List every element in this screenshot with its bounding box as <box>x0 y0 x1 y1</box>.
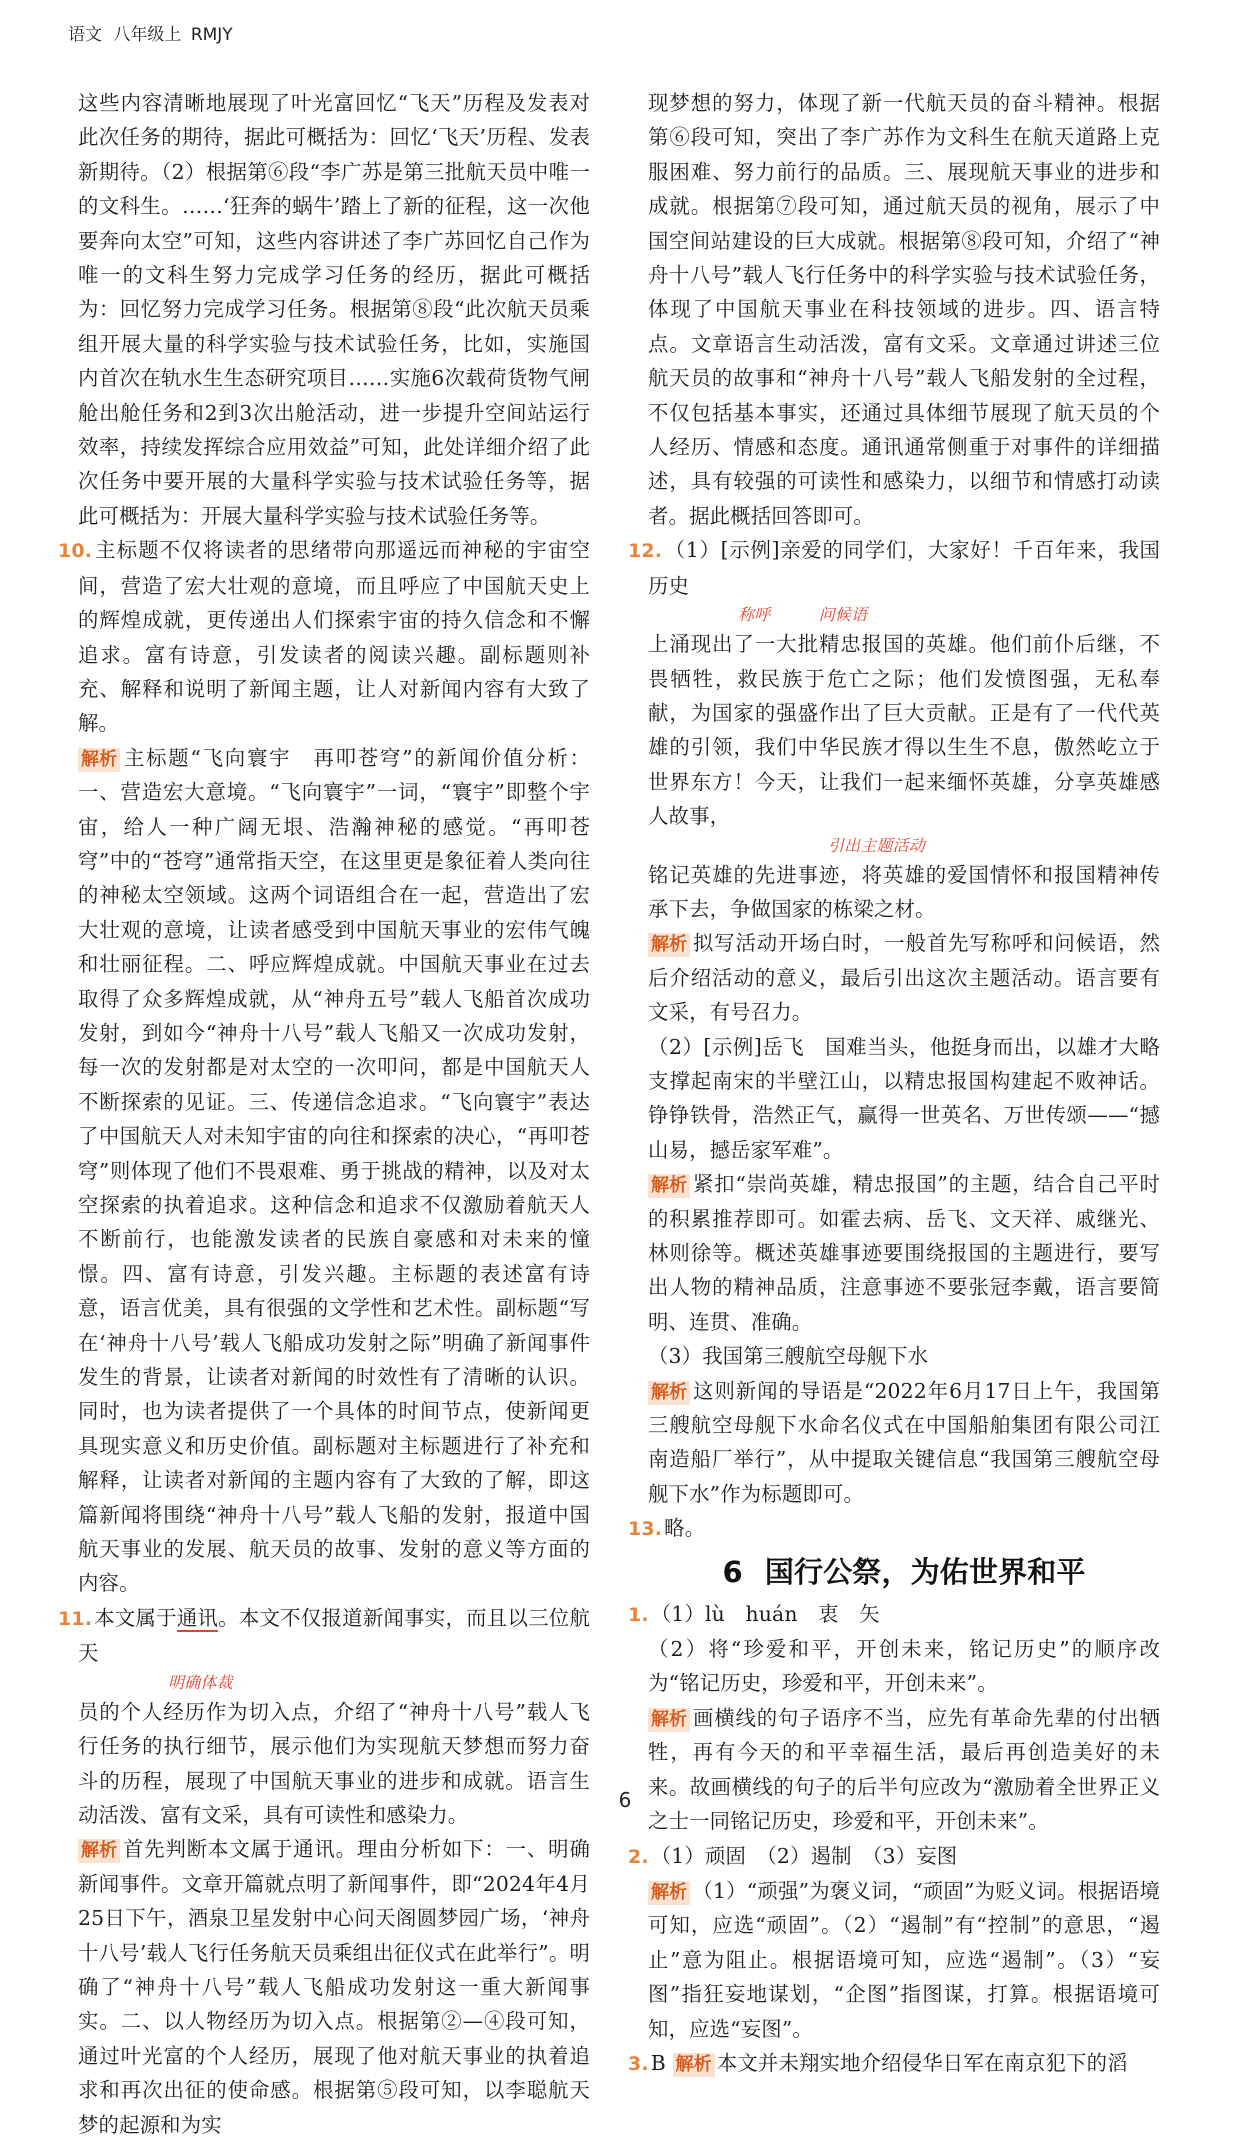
underlined-answer: 通讯 <box>176 1605 219 1630</box>
header-edition: RMJY <box>190 25 233 45</box>
question-number: 13. <box>628 1518 663 1541</box>
left-analysis: 解析 主标题“飞向寰宇 再叩苍穹”的新闻价值分析：一、营造宏大意境。“飞向寰宇”一词，“寰宇”即整个宇宙，给人一种广阔无垠、浩瀚神秘的感觉。“再叩苍穹”中的“苍穹”通常指天空，在这里更是象征着人类向往的神秘太空领域。这两个词语组合在一起，营造出了宏大壮观的意境，让读者感受到中国航天事业的宏伟气魄和壮丽征程。二、呼应辉煌成就。中国航天事业在过去取得了众多辉煌成就，从“神舟五号”载人飞船首次成功发射，到如今“神舟十八号”载人飞船又一次成功发射，每一次的发射都是对太空的一次叩问，都是中国航天人不断探索的见证。三、传递信念追求。“飞向寰宇”表达了中国航天人对未知宇宙的向往和探索的决心，“再叩苍穹”则体现了他们不畏艰难、勇于挑战的精神，以及对太空探索的执着追求。这种信念和追求不仅激励着航天人不断前行，也能激发读者的民族自豪感和对未来的憧憬。四、富有诗意，引发兴趣。主标题的表述富有诗意，语言优美，具有很强的文学性和艺术性。副标题“写在‘神舟十八号’载人飞船成功发射之际”明确了新闻事件发生的背景，让读者对新闻的时效性有了清晰的认识。同时，也为读者提供了一个具体的时间节点，使新闻更具现实意义和历史价值。副标题对主标题进行了补充和解释，让读者对新闻的主题内容有了大致的了解，即这篇新闻将围绕“神舟十八号”载人飞船的发射，报道中国航天事业的发展、航天员的故事、发射的意义等方面的内容。 <box>78 745 590 1596</box>
analysis-tag: 解析 <box>78 748 120 772</box>
analysis-tag: 解析 <box>78 1839 120 1863</box>
header-subject: 语文 <box>68 25 102 45</box>
right-paragraph: 上涌现出了一大批精忠报国的英雄。他们前仆后继，不畏牺牲，救民族于危亡之际；他们发愤图强，无私奉献，为国家的强盛作出了巨大贡献。正是有了一代代英雄的引领，我们中华民族才得以生生不息，傲然屹立于世界东方！今天，让我们一起来缅怀英雄，分享英雄感人故事， <box>648 632 1160 829</box>
section-title: 6 国行公祭，为佑世界和平 <box>722 1554 1086 1589</box>
section-number: 6 <box>722 1554 743 1589</box>
question-number: 1. <box>628 1603 649 1626</box>
page-header <box>68 20 233 45</box>
right-analysis: 解析 拟写活动开场白时，一般首先写称呼和问候语，然后介绍活动的意义，最后引出这次主题活动。语言要有文采，有号召力。 <box>648 931 1160 1025</box>
left-answer-item: 10.主标题不仅将读者的思绪带向那遥远而神秘的宇宙空间，营造了宏大壮观的意境，而且呼应了中国航天史上的辉煌成就，更传递出人们探索宇宙的持久信念和不懈追求。富有诗意，引发读者的阅读兴趣。副标题则补充、解释和说明了新闻主题，让人对新闻内容有大致了解。 <box>58 538 590 736</box>
question-number: 2. <box>628 1845 649 1868</box>
right-paragraph: （3）我国第三艘航空母舰下水 <box>648 1344 929 1369</box>
left-column <box>58 86 590 2142</box>
right-paragraph: 铭记英雄的先进事迹，将英雄的爱国情怀和报国精神传承下去，争做国家的栋梁之材。 <box>648 862 1160 921</box>
right-answer-item: 3.B 解析 本文并未翔实地介绍侵华日军在南京犯下的滔 <box>628 2050 1128 2075</box>
right-analysis: 解析 画横线的句子语序不当，应先有革命先辈的付出牺牲，再有今天的和平幸福生活，最后再创造美好的未来。故画横线的句子的后半句应改为“激励着全世界正义之士一同铭记历史，珍爱和平，开创未来”。 <box>648 1705 1160 1834</box>
right-analysis: 解析 （1）“顽强”为褒义词，“顽固”为贬义词。根据语境可知，应选“顽固”。（2）“遏制”有“控制”的意思，“遏止”意为阻止。根据语境可知，应选“遏制”。（3）“妄图”指狂妄地谋划，“企图”指图谋，打算。根据语境可知，应选“妄图”。 <box>648 1878 1160 2041</box>
analysis-tag: 解析 <box>648 1708 690 1732</box>
question-number: 3. <box>628 2052 649 2075</box>
handwritten-annotation: 引出主题活动 <box>828 835 925 855</box>
analysis-tag: 解析 <box>648 933 690 957</box>
handwritten-annotation: 称呼 问候语 <box>738 605 868 625</box>
right-column <box>628 86 1160 2081</box>
page-number: 6 <box>618 1788 632 1812</box>
analysis-tag: 解析 <box>648 1881 690 1905</box>
question-number: 10. <box>58 540 93 563</box>
question-number: 12. <box>628 540 663 563</box>
right-paragraph: （2）将“珍爱和平，开创未来，铭记历史”的顺序改为“铭记历史，珍爱和平，开创未来”。 <box>648 1637 1160 1696</box>
right-answer-item: 12.（1）[示例]亲爱的同学们，大家好！千百年来，我国历史 <box>628 538 1160 598</box>
header-grade: 八年级上 <box>113 25 182 45</box>
right-answer-item: 2.（1）顽固 （2）遏制 （3）妄图 <box>628 1843 958 1868</box>
right-analysis: 解析 紧扣“崇尚英雄，精忠报国”的主题，结合自己平时的积累推荐即可。如霍去病、岳飞、文天祥、戚继光、林则徐等。概述英雄事迹要围绕报国的主题进行，要写出人物的精神品质，注意事迹不要张冠李戴，语言要简明、连贯、准确。 <box>648 1172 1160 1334</box>
right-paragraph: （2）[示例]岳飞 国难当头，他挺身而出，以雄才大略支撑起南宋的半壁江山，以精忠报国构建起不败神话。铮铮铁骨，浩然正气，赢得一世英名、万世传颂——“撼山易，撼岳家军难”。 <box>648 1034 1160 1162</box>
right-answer-item: 1.（1）lù huán 衷 矢 <box>628 1601 880 1626</box>
analysis-tag: 解析 <box>648 1174 690 1198</box>
handwritten-annotation: 明确体裁 <box>168 1672 233 1692</box>
analysis-tag: 解析 <box>648 1381 690 1405</box>
left-analysis: 解析 首先判断本文属于通讯。理由分析如下：一、明确新闻事件。文章开篇就点明了新闻事件，即“2024年4月25日下午，酒泉卫星发射中心问天阁圆梦园广场，‘神舟十八号’载人飞行任务航天员乘组出征仪式在此举行”。明确了“神舟十八号”载人飞船成功发射这一重大新闻事实。二、以人物经历为切入点。根据第②—④段可知，通过叶光富的个人经历，展现了他对航天事业的执着追求和再次出征的使命感。根据第⑤段可知，以李聪航天梦的起源和为实 <box>78 1837 590 2137</box>
left-paragraph: 这些内容清晰地展现了叶光富回忆“飞天”历程及发表对此次任务的期待，据此可概括为：回忆‘飞天’历程、发表新期待。（2）根据第⑥段“李广苏是第三批航天员中唯一的文科生。……‘狂奔的蜗牛’踏上了新的征程，这一次他要奔向太空”可知，这些内容讲述了李广苏回忆自己作为唯一的文科生努力完成学习任务的经历，据此可概括为：回忆努力完成学习任务。根据第⑧段“此次航天员乘组开展大量的科学实验与技术试验任务，比如，实施国内首次在轨水生生态研究项目……实施6次载荷货物气闸舱出舱任务和2到3次出舱活动，进一步提升空间站运行效率，持续发挥综合应用效益”可知，此处详细介绍了此次任务中要开展的大量科学实验与技术试验任务等，据此可概括为：开展大量科学实验与技术试验任务等。 <box>78 91 590 528</box>
left-paragraph: 员的个人经历作为切入点，介绍了“神舟十八号”载人飞行任务的执行细节，展示他们为实现航天梦想而努力奋斗的历程，展现了中国航天事业的进步和成就。语言生动活泼、富有文采，具有可读性和感染力。 <box>78 1699 590 1827</box>
question-number: 11. <box>58 1607 93 1630</box>
left-answer-item: 11.本文属于通讯。本文不仅报道新闻事实，而且以三位航天 <box>58 1605 590 1666</box>
right-answer-item: 13.略。 <box>628 1516 706 1541</box>
right-analysis: 解析 这则新闻的导语是“2022年6月17日上午，我国第三艘航空母舰下水命名仪式在中国船舶集团有限公司江南造船厂举行”，从中提取关键信息“我国第三艘航空母舰下水”作为标题即可。 <box>648 1378 1160 1506</box>
right-paragraph: 现梦想的努力，体现了新一代航天员的奋斗精神。根据第⑥段可知，突出了李广苏作为文科生在航天道路上克服困难、努力前行的品质。三、展现航天事业的进步和成就。根据第⑦段可知，通过航天员的视角，展示了中国空间站建设的巨大成就。根据第⑧段可知，介绍了“神舟十八号”载人飞行任务中的科学实验与技术试验任务，体现了中国航天事业在科技领域的进步。四、语言特点。文章语言生动活泼，富有文采。文章通过讲述三位航天员的故事和“神舟十八号”载人飞船发射的全过程，不仅包括基本事实，还通过具体细节展现了航天员的个人经历、情感和态度。通讯通常侧重于对事件的详细描述，具有较强的可读性和感染力，以细节和情感打动读者。据此概括回答即可。 <box>648 91 1160 528</box>
analysis-tag: 解析 <box>673 2053 715 2077</box>
